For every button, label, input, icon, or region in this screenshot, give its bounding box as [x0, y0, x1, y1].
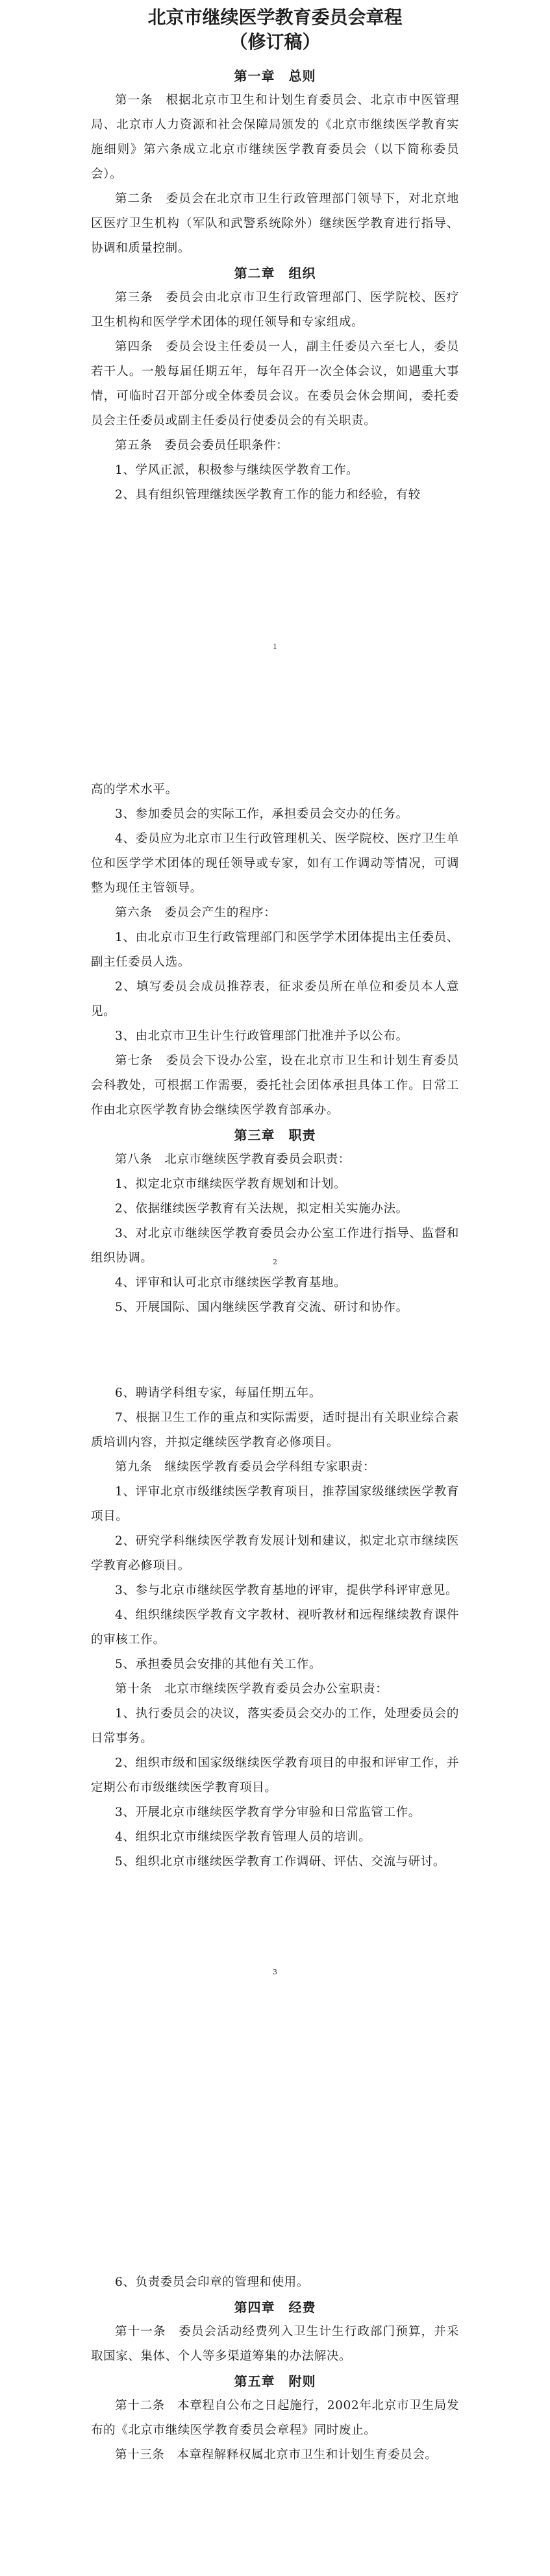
article-8-item-1: 1、拟定北京市继续医学教育规划和计划。 [115, 1177, 347, 1191]
article-8-item-3: 3、对北京市继续医学教育委员会办公室工作进行指导、监督和组织协调。 [91, 1227, 459, 1265]
article-9-item-2: 2、研究学科继续医学教育发展计划和建议，拟定北京市继续医学教育必修项目。 [91, 1534, 459, 1573]
article-5-item-4: 4、委员应为北京市卫生行政管理机关、医学院校、医疗卫生单位和医学学术团体的现任领导或专家，如有工作调动等情况，可调整为现任主管领导。 [91, 832, 459, 895]
document-subtitle: （修订稿） [229, 31, 321, 53]
article-9: 第九条 继续医学教育委员会学科组专家职责： [115, 1460, 376, 1474]
page-number-2: 2 [273, 1258, 277, 1266]
article-6-item-2: 2、填写委员会成员推荐表，征求委员所在单位和委员本人意见。 [91, 980, 459, 1018]
article-9-item-1: 1、评审北京市级继续医学教育项目，推荐国家级继续医学教育项目。 [91, 1485, 459, 1523]
article-5-item-1: 1、学风正派，积极参与继续医学教育工作。 [115, 463, 359, 477]
article-8-item-7: 7、根据卫生工作的重点和实际需要，适时提出有关职业综合素质培训内容，并拟定继续医学教育必修项目。 [91, 1411, 459, 1449]
chapter-4-heading: 第四章 经费 [234, 2300, 316, 2315]
article-5-item-2: 2、具有组织管理继续医学教育工作的能力和经验，有较 [115, 488, 421, 502]
article-1: 第一条 根据北京市卫生和计划生育委员会、北京市中医管理局、北京市人力资源和社会保障局颁发的《北京市继续医学教育实施细则》第六条成立北京市继续医学教育委员会（以下简称委员会）。 [91, 93, 459, 181]
article-10-item-5: 5、组织北京市继续医学教育工作调研、评估、交流与研讨。 [115, 1855, 445, 1869]
article-10: 第十条 北京市继续医学教育委员会办公室职责： [115, 1682, 388, 1696]
article-8-item-4: 4、评审和认可北京市继续医学教育基地。 [115, 1276, 347, 1290]
article-5-item-3: 3、参加委员会的实际工作，承担委员会交办的任务。 [115, 807, 408, 821]
article-7: 第七条 委员会下设办公室，设在北京市卫生和计划生育委员会科教处，可根据工作需要，委托社会团体承担具体工作。日常工作由北京医学教育协会继续医学教育部承办。 [91, 1054, 459, 1117]
page-2 [0, 778, 550, 1320]
article-5: 第五条 委员会委员任职条件： [115, 439, 289, 452]
article-8-item-5: 5、开展国际、国内继续医学教育交流、研讨和协作。 [115, 1301, 408, 1314]
article-8: 第八条 北京市继续医学教育委员会职责： [115, 1153, 351, 1166]
document-title: 北京市继续医学教育委员会章程 [147, 6, 403, 28]
page-number-1: 1 [273, 643, 277, 651]
page-number-3: 3 [273, 1968, 277, 1976]
page-1 [0, 5, 550, 508]
article-4: 第四条 委员会设主任委员一人，副主任委员六至七人，委员若干人。一般每届任期五年，每年召开一次全体会议，如遇重大事情，可临时召开部分或全体委员会议。在委员会休会期间，委托委员会主任委员或副主任委员行使委员会的有关职责。 [91, 340, 459, 428]
chapter-1-heading: 第一章 总则 [234, 68, 316, 84]
article-13: 第十三条 本章程解释权属北京市卫生和计划生育委员会。 [115, 2448, 438, 2462]
article-10-item-3: 3、开展北京市继续医学教育学分审验和日常监管工作。 [115, 1806, 421, 1819]
article-10-item-4: 4、组织北京市继续医学教育管理人员的培训。 [115, 1830, 371, 1844]
page-3 [0, 1381, 550, 1874]
article-9-item-4: 4、组织继续医学教育文字教材、视听教材和远程继续教育课件的审核工作。 [91, 1608, 459, 1647]
article-11: 第十一条 委员会活动经费列入卫生计生行政部门预算，并采取国家、集体、个人等多渠道筹集的办法解决。 [91, 2325, 459, 2363]
article-6: 第六条 委员会产生的程序： [115, 906, 277, 920]
article-10-item-1: 1、执行委员会的决议，落实委员会交办的工作，处理委员会的日常事务。 [91, 1707, 459, 1745]
article-6-item-3: 3、由北京市卫生计生行政管理部门批准并予以公布。 [115, 1029, 408, 1043]
article-10-item-2: 2、组织市级和国家级继续医学教育项目的申报和评审工作，并定期公布市级继续医学教育项目。 [91, 1756, 459, 1795]
article-2: 第二条 委员会在北京市卫生行政管理部门领导下，对北京地区医疗卫生机构（军队和武警系统除外）继续医学教育进行指导、协调和质量控制。 [91, 192, 459, 255]
article-12: 第十二条 本章程自公布之日起施行，2002年北京市卫生局发布的《北京市继续医学教育委员会章程》同时废止。 [91, 2399, 459, 2437]
chapter-3-heading: 第三章 职责 [234, 1127, 316, 1143]
article-6-item-1: 1、由北京市卫生行政管理部门和医学学术团体提出主任委员、副主任委员人选。 [91, 931, 459, 969]
page-4 [0, 2270, 550, 2468]
article-8-item-6: 6、聘请学科组专家，每届任期五年。 [115, 1386, 321, 1400]
article-8-item-2: 2、依据继续医学教育有关法规，拟定相关实施办法。 [115, 1202, 408, 1216]
article-9-item-3: 3、参与北京市继续医学教育基地的评审，提供学科评审意见。 [115, 1584, 458, 1597]
chapter-2-heading: 第二章 组织 [234, 265, 316, 281]
article-10-item-6: 6、负责委员会印章的管理和使用。 [115, 2275, 309, 2289]
article-3: 第三条 委员会由北京市卫生行政管理部门、医学院校、医疗卫生机构和医学学术团体的现任领导和专家组成。 [91, 291, 459, 329]
chapter-5-heading: 第五章 附则 [234, 2374, 316, 2389]
article-5-item-2-continued: 高的学术水平。 [91, 783, 178, 796]
article-9-item-5: 5、承担委员会安排的其他有关工作。 [115, 1658, 321, 1671]
